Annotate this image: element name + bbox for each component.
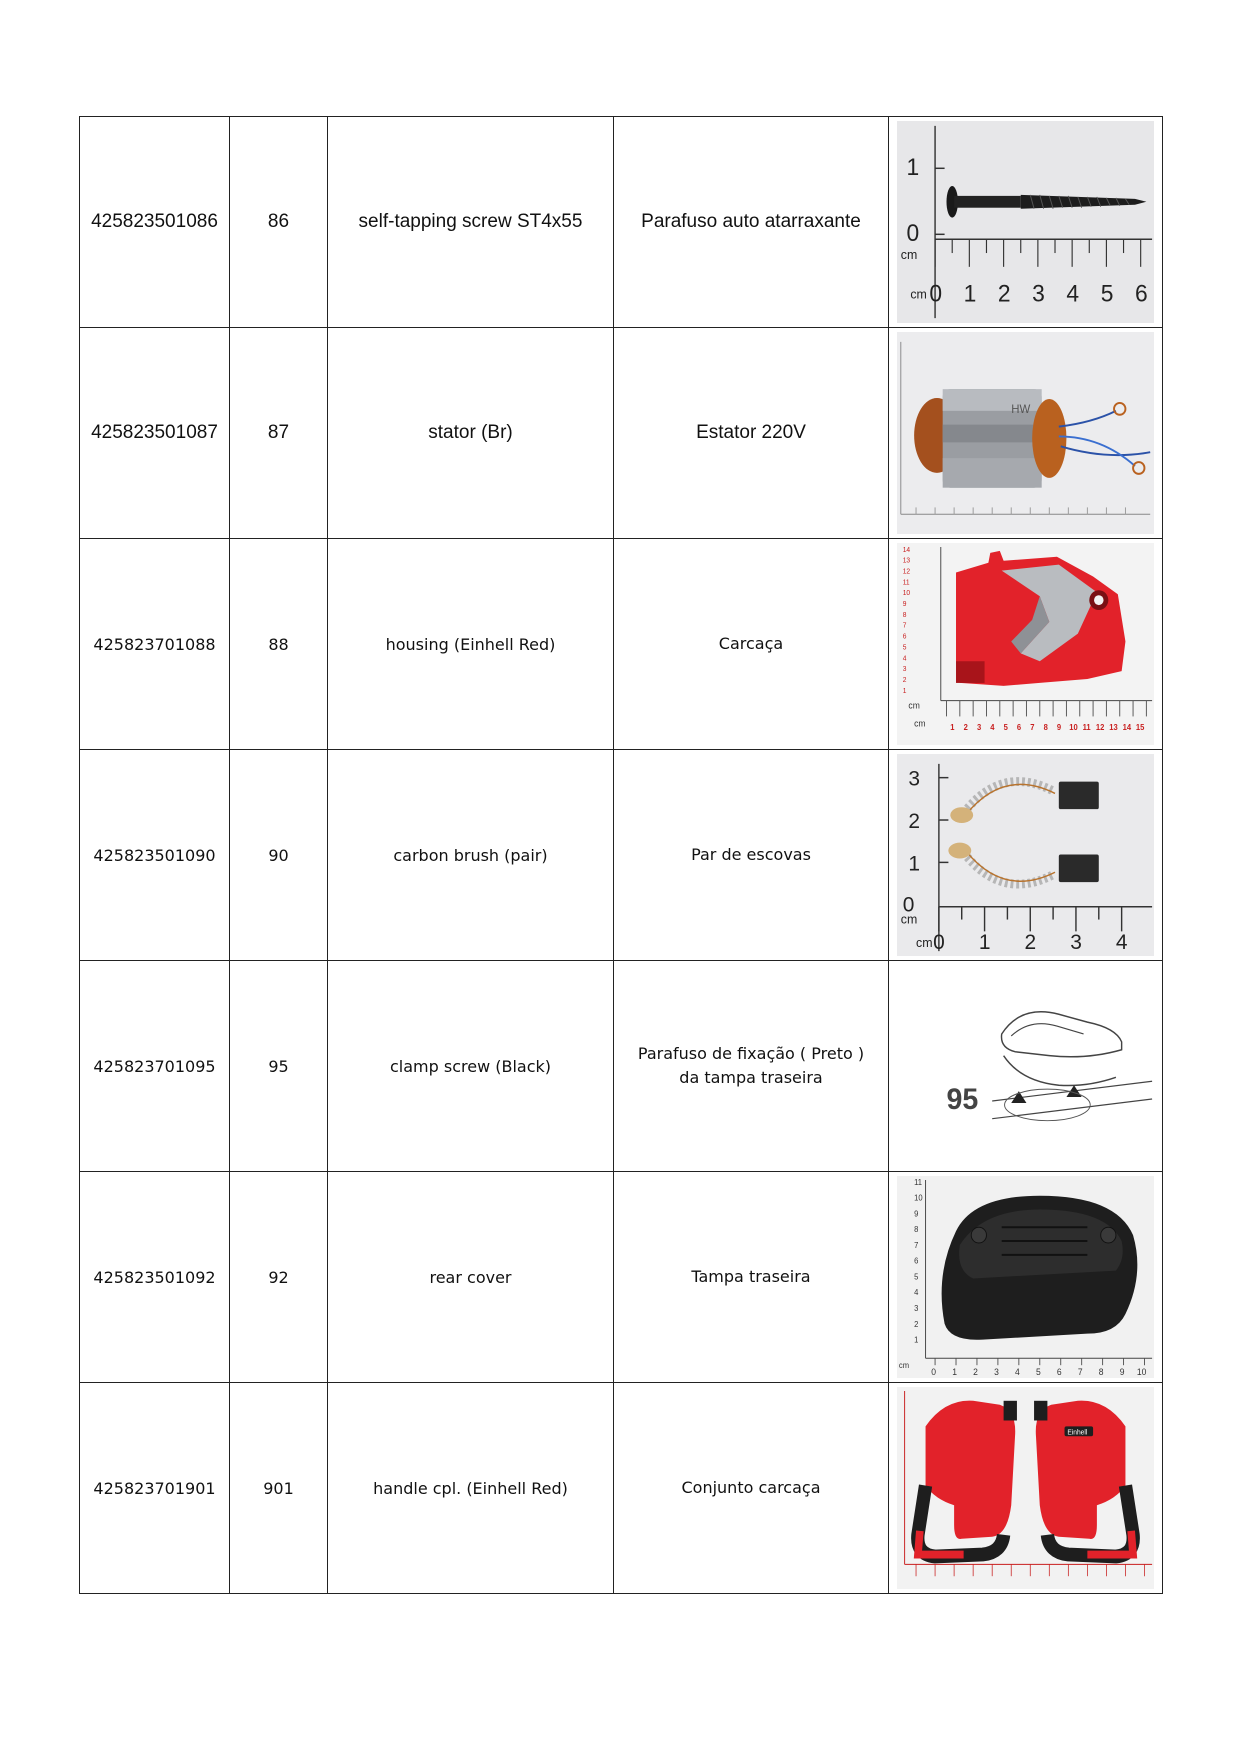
- ruler-y-label: 10: [902, 590, 911, 598]
- ruler-y-label: 6: [902, 633, 907, 641]
- ruler-unit: cm: [900, 912, 918, 927]
- part-name-pt-line: Par de escovas: [691, 845, 811, 864]
- position-number: 87: [230, 328, 328, 539]
- housing-photo: [897, 543, 1154, 745]
- ruler-x-label: 0: [929, 279, 943, 307]
- ruler-unit: cm: [914, 718, 926, 729]
- ruler-x-label: 9: [1056, 723, 1062, 733]
- ruler-unit: cm: [908, 700, 920, 711]
- part-name-pt: [614, 750, 889, 961]
- part-name-pt-line: Parafuso de fixação ( Preto ): [637, 1044, 865, 1063]
- ruler-x-label: 2: [1024, 929, 1037, 955]
- ruler-y-label: 5: [914, 1272, 919, 1282]
- part-name-en: clamp screw (Black): [328, 961, 614, 1172]
- ruler-x-label: 10: [1069, 723, 1078, 733]
- ruler-y-label: 1: [906, 153, 920, 181]
- ruler-x-label: 0: [933, 929, 945, 955]
- part-name-pt-line: Estator 220V: [696, 422, 806, 443]
- article-number: 425823501090: [80, 750, 230, 961]
- ruler-x-label: 0: [931, 1366, 937, 1378]
- position-number: 88: [230, 539, 328, 750]
- ruler-x-label: 5: [1035, 1366, 1041, 1378]
- article-number: 425823701088: [80, 539, 230, 750]
- ruler-y-label: 1: [908, 850, 921, 876]
- ruler-x-label: 7: [1077, 1366, 1083, 1378]
- article-number: 425823501092: [80, 1172, 230, 1383]
- ruler-x-label: 4: [990, 723, 995, 733]
- article-number: 425823701095: [80, 961, 230, 1172]
- part-image-cell: [889, 750, 1163, 961]
- ruler-x-label: 2: [963, 723, 968, 733]
- ruler-x-label: 5: [1003, 723, 1008, 733]
- ruler-x-label: 10: [1136, 1366, 1147, 1378]
- stator-mark: HW: [1011, 402, 1031, 416]
- ruler-y-label: 1: [914, 1335, 919, 1345]
- ruler-y-label: 3: [914, 1303, 919, 1314]
- article-number: 425823501087: [80, 328, 230, 539]
- table-row: [80, 1172, 1163, 1383]
- handle-photo: [897, 1387, 1154, 1589]
- part-image-cell: [889, 1172, 1163, 1383]
- ruler-x-label: 3: [1070, 929, 1082, 955]
- ruler-y-label: 8: [914, 1225, 919, 1235]
- part-name-pt-line: Parafuso auto atarraxante: [641, 211, 861, 232]
- ruler-x-label: 4: [1066, 279, 1080, 307]
- part-name-pt-line: Tampa traseira: [691, 1267, 811, 1286]
- part-name-en: rear cover: [328, 1172, 614, 1383]
- ruler-x-label: 3: [976, 723, 982, 733]
- table-row: [80, 539, 1163, 750]
- table-row: [80, 1383, 1163, 1594]
- ruler-y-label: 9: [914, 1209, 919, 1219]
- stator-photo: [897, 332, 1154, 534]
- ruler-y-label: 8: [902, 611, 907, 619]
- part-image-cell: [889, 117, 1163, 328]
- ruler-x-label: 8: [1098, 1366, 1104, 1378]
- position-number: 90: [230, 750, 328, 961]
- part-image-cell: [889, 961, 1163, 1172]
- parts-table: [79, 116, 1163, 1594]
- ruler-unit: cm: [916, 935, 933, 951]
- ruler-y-label: 0: [906, 219, 920, 247]
- ruler-y-label: 5: [902, 644, 907, 652]
- table-row: [80, 328, 1163, 539]
- ruler-y-label: 10: [914, 1193, 923, 1203]
- ruler-y-label: 11: [914, 1177, 923, 1187]
- ruler-x-label: 6: [1134, 279, 1148, 307]
- ruler-x-label: 4: [1115, 929, 1128, 955]
- ruler-x-label: 1: [952, 1366, 957, 1378]
- ruler-y-label: 4: [902, 655, 907, 663]
- part-image-cell: [889, 539, 1163, 750]
- rear-cover-photo: [897, 1176, 1154, 1378]
- part-name-en: carbon brush (pair): [328, 750, 614, 961]
- table-row: [80, 961, 1163, 1172]
- part-image-cell: [889, 1383, 1163, 1594]
- ruler-y-label: 2: [902, 676, 907, 684]
- part-name-pt: [614, 1383, 889, 1594]
- ruler-y-label: 1: [902, 687, 907, 695]
- ruler-y-label: 9: [902, 600, 907, 609]
- ruler-y-label: 6: [914, 1256, 919, 1266]
- ruler-x-label: 1: [978, 929, 991, 955]
- part-name-pt: [614, 961, 889, 1172]
- ruler-unit: cm: [910, 287, 927, 302]
- part-name-pt-line: Carcaça: [718, 634, 784, 653]
- ruler-x-label: 7: [1030, 723, 1035, 733]
- screw-photo: [897, 121, 1154, 323]
- position-number: 901: [230, 1383, 328, 1594]
- clamp-screw-drawing: [897, 965, 1154, 1167]
- ruler-y-label: 3: [908, 766, 921, 791]
- ruler-y-label: 13: [902, 557, 911, 565]
- ruler-x-label: 13: [1109, 723, 1118, 733]
- part-name-en: handle cpl. (Einhell Red): [328, 1383, 614, 1594]
- brand-badge: Einhell: [1067, 1429, 1088, 1437]
- ruler-x-label: 14: [1122, 723, 1132, 733]
- part-name-pt: [614, 117, 889, 328]
- article-number: 425823701901: [80, 1383, 230, 1594]
- ruler-x-label: 12: [1095, 723, 1105, 733]
- ruler-unit: cm: [900, 247, 918, 263]
- part-name-pt-line: da tampa traseira: [679, 1068, 823, 1087]
- part-name-en: stator (Br): [328, 328, 614, 539]
- ruler-y-label: 3: [902, 666, 907, 674]
- part-image-cell: [889, 328, 1163, 539]
- ruler-y-label: 2: [914, 1319, 919, 1329]
- ruler-x-label: 5: [1100, 279, 1114, 307]
- part-name-pt: [614, 539, 889, 750]
- ruler-x-label: 8: [1043, 723, 1048, 733]
- carbon-brush-photo: [897, 754, 1154, 956]
- ruler-y-label: 12: [902, 568, 911, 576]
- table-row: [80, 117, 1163, 328]
- part-name-en: housing (Einhell Red): [328, 539, 614, 750]
- table-row: [80, 750, 1163, 961]
- ruler-x-label: 15: [1135, 723, 1145, 733]
- ruler-y-label: 2: [908, 808, 921, 833]
- part-name-pt: [614, 1172, 889, 1383]
- ruler-x-label: 3: [1032, 279, 1045, 307]
- ruler-x-label: 4: [1015, 1366, 1020, 1378]
- ruler-x-label: 2: [997, 279, 1011, 307]
- ruler-x-label: 6: [1056, 1366, 1062, 1378]
- ruler-unit: cm: [898, 1361, 910, 1371]
- ruler-x-label: 3: [994, 1366, 999, 1378]
- ruler-y-label: 7: [914, 1240, 919, 1250]
- ruler-x-label: 2: [973, 1366, 978, 1378]
- ruler-x-label: 9: [1119, 1366, 1125, 1378]
- ruler-y-label: 14: [902, 546, 911, 554]
- ruler-y-label: 11: [902, 579, 910, 587]
- ruler-y-label: 7: [902, 622, 907, 630]
- part-name-pt: [614, 328, 889, 539]
- ruler-x-label: 1: [963, 279, 977, 307]
- callout-number: 95: [946, 1083, 979, 1116]
- ruler-y-label: 4: [914, 1288, 919, 1298]
- ruler-y-label: 0: [902, 892, 915, 917]
- ruler-x-label: 11: [1082, 723, 1091, 733]
- ruler-x-label: 1: [950, 723, 955, 733]
- part-name-en: self-tapping screw ST4x55: [328, 117, 614, 328]
- article-number: 425823501086: [80, 117, 230, 328]
- position-number: 92: [230, 1172, 328, 1383]
- part-name-pt-line: Conjunto carcaça: [681, 1478, 821, 1497]
- position-number: 95: [230, 961, 328, 1172]
- position-number: 86: [230, 117, 328, 328]
- ruler-x-label: 6: [1016, 723, 1022, 733]
